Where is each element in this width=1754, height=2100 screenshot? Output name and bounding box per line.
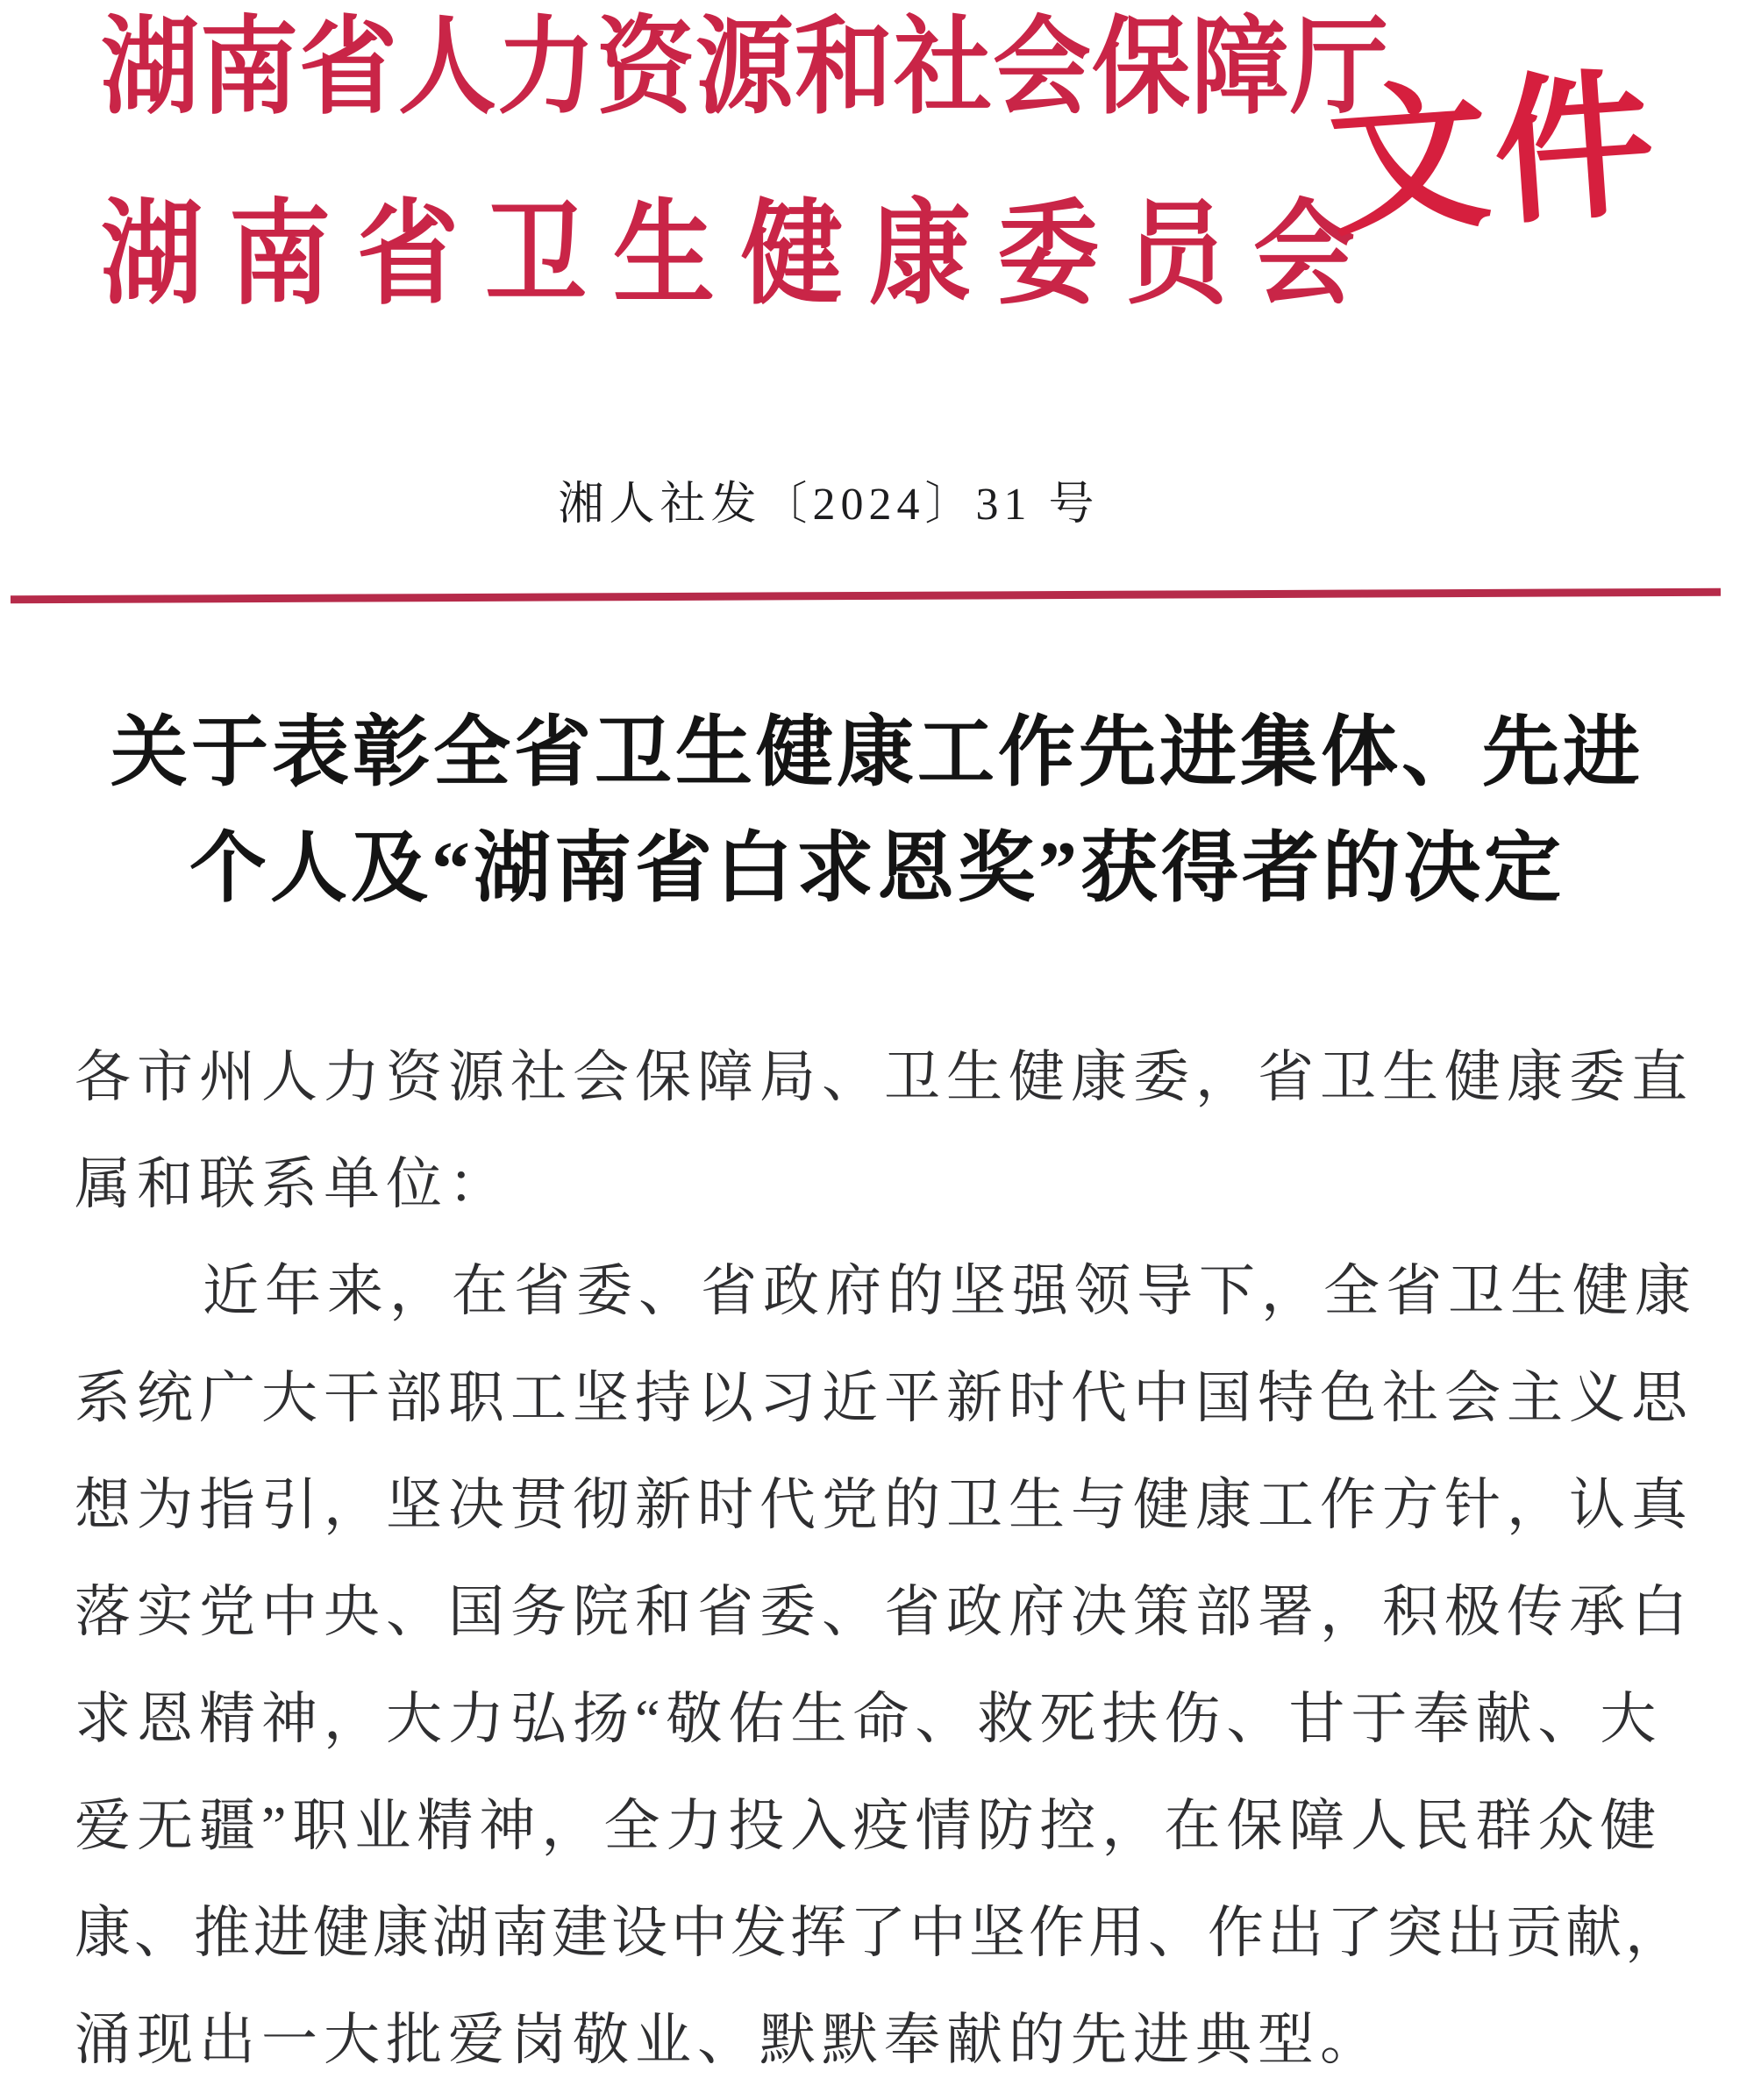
paragraph-line-1: 近年来，在省委、省政府的坚强领导下，全省卫生健康 <box>203 1260 1697 1322</box>
document-body <box>0 1024 1754 2094</box>
paragraph-line-4: 落实党中央、国务院和省委、省政府决策部署，积极传承白 <box>75 1581 1693 1643</box>
title-line-1: 关于表彰全省卫生健康工作先进集体、先进 <box>110 711 1643 796</box>
agency-name-line2: 湖南省卫生健康委员会 <box>101 193 1381 319</box>
document-type-label: 文件 <box>1323 57 1665 256</box>
agency-name-line1: 湖南省人力资源和社会保障厅 <box>101 10 1389 128</box>
title-line-2: 个人及“湖南省白求恩奖”获得者的决定 <box>189 827 1565 912</box>
letterhead <box>0 0 1754 320</box>
paragraph-line-3: 想为指引，坚决贯彻新时代党的卫生与健康工作方针，认真 <box>75 1474 1693 1536</box>
paragraph-line-5: 求恩精神，大力弘扬“敬佑生命、救死扶伤、甘于奉献、大 <box>75 1688 1663 1750</box>
red-separator-line <box>11 588 1721 604</box>
document-number: 湘人社发〔2024〕31 号 <box>558 480 1100 530</box>
paragraph-line-8: 涌现出一大批爱岗敬业、默默奉献的先进典型。 <box>75 2009 1382 2071</box>
salutation-line-2: 属和联系单位： <box>75 1153 510 1215</box>
document-title <box>0 711 1754 912</box>
salutation-line-1: 各市州人力资源社会保障局、卫生健康委，省卫生健康委直 <box>75 1046 1693 1108</box>
paragraph-line-7: 康、推进健康湖南建设中发挥了中坚作用、作出了突出贡献， <box>75 1902 1685 1964</box>
paragraph-line-2: 系统广大干部职工坚持以习近平新时代中国特色社会主义思 <box>75 1367 1693 1429</box>
paragraph-line-6: 爱无疆”职业精神，全力投入疫情防控，在保障人民群众健 <box>75 1795 1663 1857</box>
